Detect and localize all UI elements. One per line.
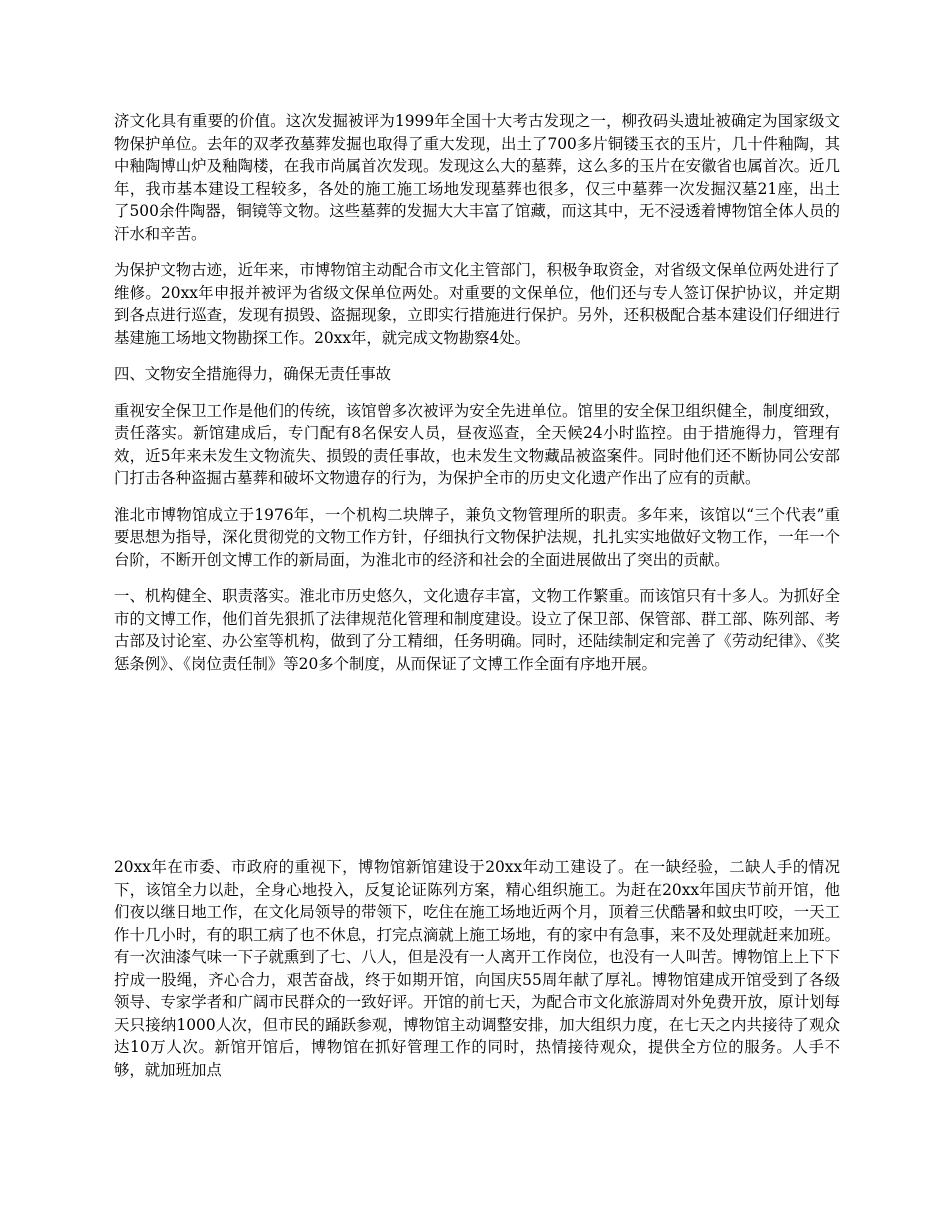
text-block-upper xyxy=(114,110,840,689)
paragraph-museum-founding: 淮北市博物馆成立于1976年，一个机构二块牌子，兼负文物管理所的职责。多年来，该馆以“三个代表”重要思想为指导，深化贯彻党的文物工作方针，仔细执行文物保护法规，扎扎实实地做好文物工作，一年一个台阶，不断开创文博工作的新局面，为淮北市的经济和社会的全面进展做出了突出的贡献。 xyxy=(114,505,840,569)
paragraph-excavation-value: 济文化具有重要的价值。这次发掘被评为1999年全国十大考古发现之一，柳孜码头遗址被确定为国家级文物保护单位。去年的双孝孜墓葬发掘也取得了重大发现，出土了700多片铜镂玉衣的玉片，几十件釉陶，其中釉陶博山炉及釉陶楼，在我市尚属首次发现。发现这么大的墓葬，这么多的玉片在安徽省也属首次。近几年，我市基本建设工程较多，各处的施工施工场地发现墓葬也很多，仅三中墓葬一次发掘汉墓21座，出土了500余件陶器，铜镜等文物。这些墓葬的发掘大大丰富了馆藏，而这其中，无不浸透着博物馆全体人员的汗水和辛苦。 xyxy=(114,112,840,243)
paragraph-heritage-protection: 为保护文物古迹，近年来，市博物馆主动配合市文化主管部门，积极争取资金，对省级文保单位两处进行了维修。20xx年申报并被评为省级文保单位两处。对重要的文保单位，他们还与专人签订保护协议，并定期到各点进行巡查，发现有损毁、盗掘现象，立即实行措施进行保护。另外，还积极配合基本建设们仔细进行基建施工场地文物勘探工作。20xx年，就完成文物勘察4处。 xyxy=(114,261,840,347)
text-block-lower xyxy=(114,856,840,1095)
paragraph-new-museum-construction: 20xx年在市委、市政府的重视下，博物馆新馆建设于20xx年动工建设了。在一缺经验，二缺人手的情况下，该馆全力以赴，全身心地投入，反复论证陈列方案，精心组织施工。为赶在20xx年国庆节前开馆，他们夜以继日地工作，在文化局领导的带领下，吃住在施工场地近两个月，顶着三伏酷暑和蚊虫叮咬，一天工作十几小时，有的职工病了也不休息，打完点滴就上施工场地，有的家中有急事，来不及处理就赶来加班。有一次油漆气味一下子就熏到了七、八人，但是没有一人离开工作岗位，也没有一人叫苦。博物馆上上下下拧成一股绳，齐心合力，艰苦奋战，终于如期开馆，向国庆55周年献了厚礼。博物馆建成开馆受到了各级领导、专家学者和广阔市民群众的一致好评。开馆的前七天，为配合市文化旅游周对外免费开放，原计划每天只接纳1000人次，但市民的踊跃参观，博物馆主动调整安排，加大组织力度，在七天之内共接待了观众达10万人次。新馆开馆后，博物馆在抓好管理工作的同时，热情接待观众，提供全方位的服务。人手不够，就加班加点 xyxy=(114,858,840,1079)
section-heading-safety: 四、文物安全措施得力，确保无责任事故 xyxy=(114,365,392,383)
paragraph-organization: 一、机构健全、职责落实。淮北市历史悠久，文化遗存丰富，文物工作繁重。而该馆只有十多人。为抓好全市的文博工作，他们首先狠抓了法律规范化管理和制度建设。设立了保卫部、保管部、群工部、陈列部、考古部及讨论室、办公室等机构，做到了分工精细，任务明确。同时，还陆续制定和完善了《劳动纪律》、《奖惩条例》、《岗位责任制》等20多个制度，从而保证了文博工作全面有序地开展。 xyxy=(114,587,840,673)
paragraph-security-work: 重视安全保卫工作是他们的传统，该馆曾多次被评为安全先进单位。馆里的安全保卫组织健全，制度细致，责任落实。新馆建成后，专门配有8名保安人员，昼夜巡查，全天候24小时监控。由于措施得力，管理有效，近5年来未发生文物流失、损毁的责任事故，也未发生文物藏品被盗案件。同时他们还不断协同公安部门打击各种盗掘古墓葬和破坏文物遗存的行为，为保护全市的历史文化遗产作出了应有的贡献。 xyxy=(114,401,840,487)
